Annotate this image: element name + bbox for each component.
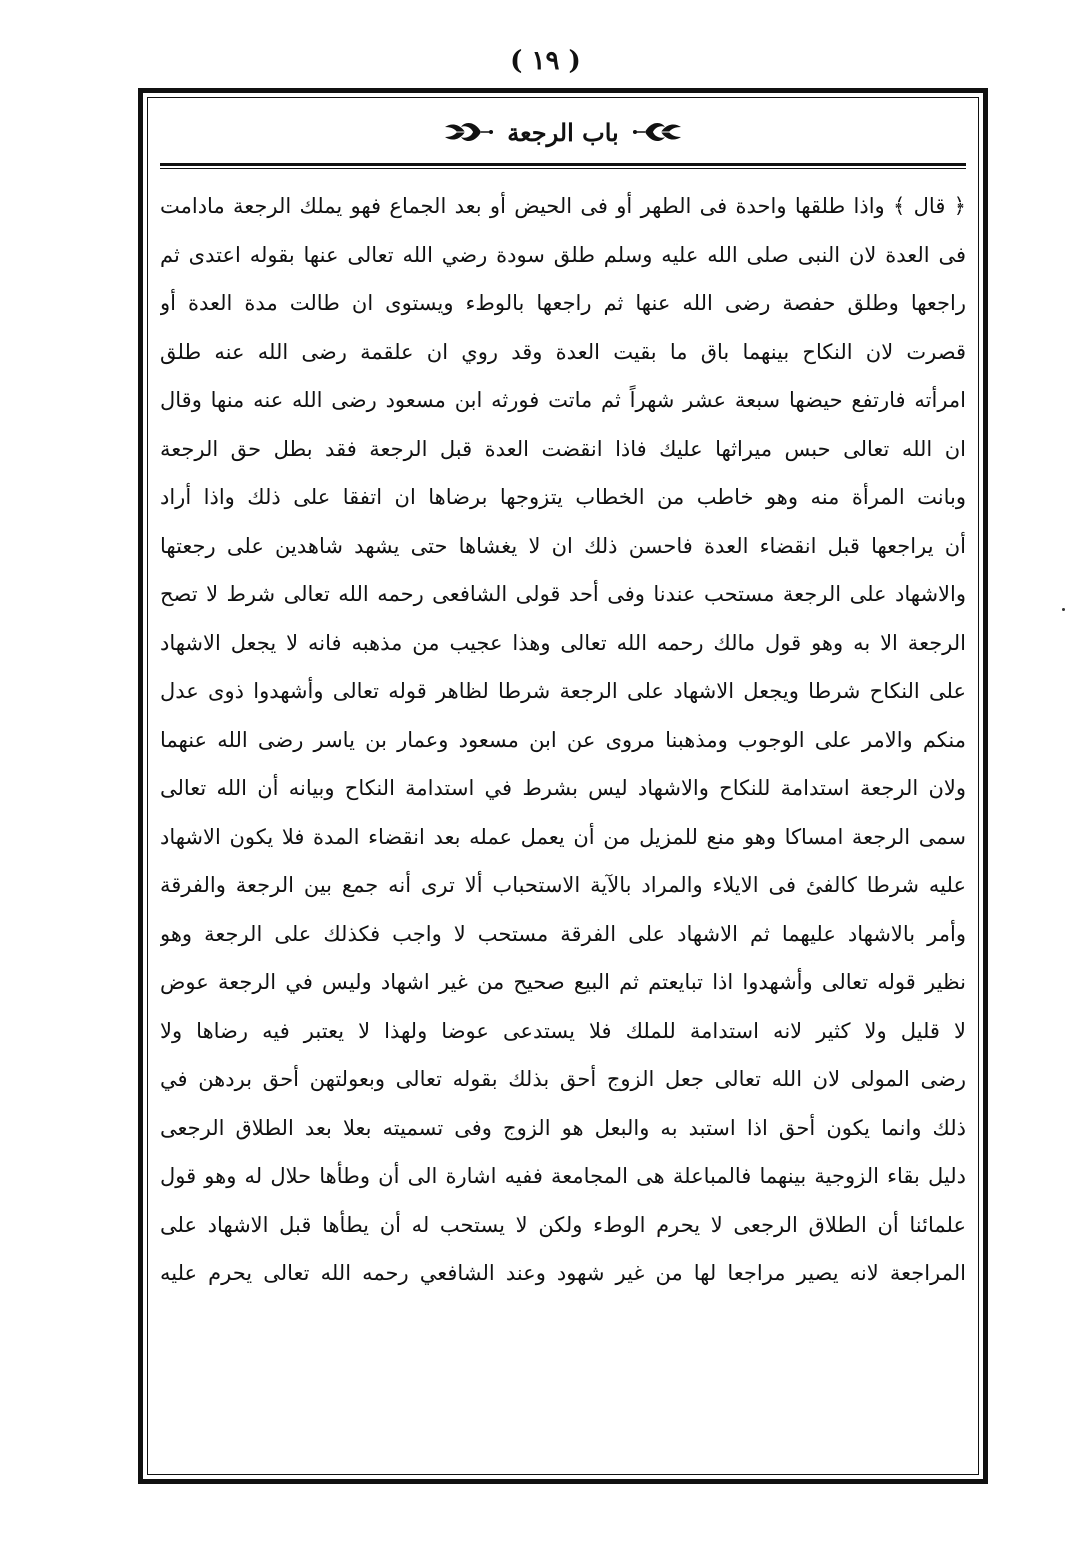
text-line: ذلك وانما يكون أحق اذا استبد به والبعل هو الزوج وفى تسميته بعلا بعد الطلاق الرجعى: [160, 1115, 966, 1140]
text-line: لا قليل ولا كثير لانه استدامة للملك فلا يستدعى عوضا ولهذا لا يعتبر فيه رضاها ولا: [160, 1018, 966, 1043]
header-rule-thin: [160, 168, 966, 169]
floral-ornament-icon: [631, 119, 683, 145]
text-line: الرجعة الا به وهو قول مالك رحمه الله تعالى وهذا عجيب من مذهبه فانه لا يجعل الاشهاد: [160, 630, 966, 655]
text-line: ﴿ قال ﴾ واذا طلقها واحدة فى الطهر أو فى الحيض أو بعد الجماع فهو يملك الرجعة مادامت: [160, 194, 966, 218]
text-line: راجعها وطلق حفصة رضى الله عنها ثم راجعها بالوطء ويستوى ان طالت مدة العدة أو: [160, 291, 966, 315]
text-line: أن يراجعها قبل انقضاء العدة فاحسن ذلك ان لا يغشاها حتى يشهد شاهدين على رجعتها: [160, 533, 966, 558]
page-number: ( ١٩ ): [510, 46, 581, 76]
text-line: منكم والامر على الوجوب ومذهبنا مروى عن ابن مسعود وعمار بن ياسر رضى الله عنهما: [160, 727, 966, 752]
chapter-title: باب الرجعة: [507, 117, 619, 147]
text-line: علمائنا أن الطلاق الرجعى لا يحرم الوطء ولكن لا يستحب له أن يطأها قبل الاشهاد على: [160, 1212, 966, 1237]
text-line: على النكاح شرطا ويجعل الاشهاد على الرجعة شرطا لظاهر قوله تعالى وأشهدوا ذوى عدل: [160, 679, 966, 703]
text-line: وأمر بالاشهاد عليهما ثم الاشهاد على الفرقة مستحب لا واجب فكذلك على الرجعة وهو: [160, 921, 966, 946]
text-line: ولان الرجعة استدامة للنكاح والاشهاد ليس بشرط في استدامة النكاح وبيانه أن الله تعالى: [160, 776, 966, 800]
chapter-header: [160, 112, 966, 152]
text-line: وبانت المرأة منه وهو خاطب من الخطاب يتزوجها برضاها ان اتفقا على ذلك واذا أراد: [160, 485, 966, 509]
text-line: عليه شرطا كالفئ فى الايلاء والمراد بالآية الاستحباب ألا ترى أنه جمع بين الرجعة والفرقة: [160, 873, 966, 897]
floral-ornament-icon: [443, 119, 495, 145]
header-rule-thick: [160, 163, 966, 166]
text-line: والاشهاد على الرجعة مستحب عندنا وفى أحد قولى الشافعى رحمه الله تعالى شرط لا تصح: [160, 582, 966, 606]
text-line: امرأته فارتفع حيضها سبعة عشر شهراً ثم ماتت فورثه ابن مسعود رضى الله عنه منها وقال: [160, 388, 966, 412]
text-line: سمى الرجعة امساكا وهو منع للمزيل من أن يعمل عمله بعد انقضاء المدة فلا يكون الاشهاد: [160, 824, 966, 849]
text-line: فى العدة لان النبى صلى الله عليه وسلم طلق سودة رضي الله تعالى عنها بقوله اعتدى ثم: [160, 242, 966, 267]
text-line: ان الله تعالى حبس ميراثها عليك فاذا انقضت العدة قبل الرجعة فقد بطل حق الرجعة: [160, 436, 966, 461]
text-line: المراجعة لانه يصير مراجعا لها من غير شهود وعند الشافعي رحمه الله تعالى يحرم عليه: [160, 1261, 966, 1285]
text-line: رضى المولى لان الله تعالى جعل الزوج أحق بذلك بقوله تعالى وبعولتهن أحق بردهن في: [160, 1067, 966, 1091]
text-line: دليل بقاء الزوجية بينهما فالمباعلة هى المجامعة ففيه اشارة الى أن وطأها حلال له وهو قول: [160, 1164, 966, 1188]
text-line: نظير قوله تعالى وأشهدوا اذا تبايعتم ثم البيع صحيح من غير اشهاد وليس في الرجعة عوض: [160, 970, 966, 994]
text-line: قصرت لان النكاح بينهما باق ما بقيت العدة وقد روي ان علقمة رضى الله عنه طلق: [160, 339, 966, 364]
body-text: [160, 182, 966, 1298]
scan-speck: [1062, 608, 1065, 611]
